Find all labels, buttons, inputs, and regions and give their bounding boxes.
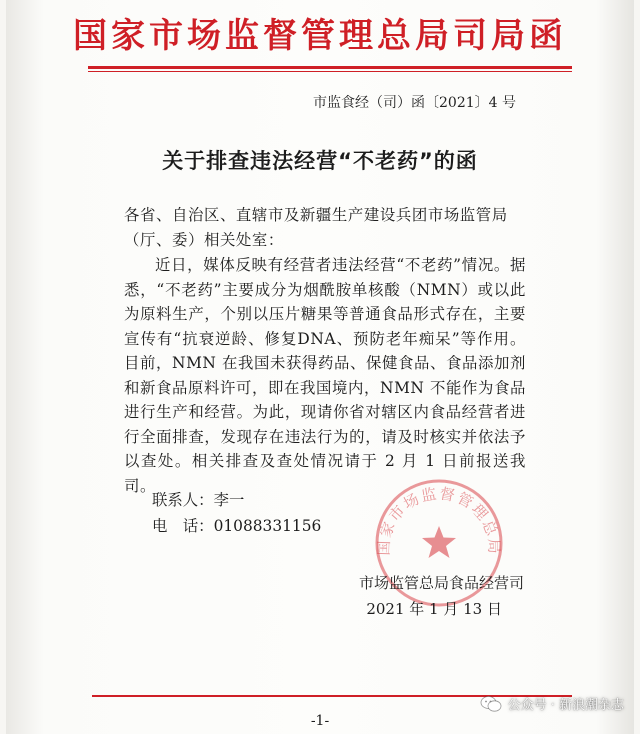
issuing-department: 市场监管总局食品经营司 xyxy=(358,574,524,592)
document-page xyxy=(6,0,634,734)
contact-person: 联系人：李一 xyxy=(152,491,245,509)
document-number: 市监食经（司）函〔2021〕4 号 xyxy=(313,95,516,111)
document-title: 关于排查违法经营“不老药”的函 xyxy=(162,149,478,173)
contact-phone: 电 话：01088331156 xyxy=(152,517,322,535)
seal-text: 国家市场监督管理总局 xyxy=(374,484,504,556)
watermark-text: 公众号 · 新浪潮杂志 xyxy=(507,698,624,713)
seal-star-icon xyxy=(422,526,456,558)
issue-date: 2021 年 1 月 13 日 xyxy=(366,600,502,618)
page-number: -1- xyxy=(310,713,330,729)
letterhead-rule-thin xyxy=(88,71,572,72)
letterhead-rule-thick xyxy=(88,66,572,69)
recipient-line: 各省、自治区、直辖市及新疆生产建设兵团市场监管局（厅、委）相关处室： xyxy=(124,206,508,249)
body-paragraph: 近日，媒体反映有经营者违法经营“不老药”情况。据悉，“不老药”主要成分为烟酰胺单核酸（NMN）或以此为原料生产，个别以压片糖果等普通食品形式存在，主要宣传有“抗衰逆龄、修复DNA、预防老年痴呆”等作用。目前，NMN 在我国未获得药品、保健食品、食品添加剂和新食品原料许可，即在我国境内，NMN 不能作为食品进行生产和经营。为此，现请你省对辖区内食品经营者进行全面排查，发现存在违法行为的，请及时核实并依法予以查处。相关排查及查处情况请于 2 月 1 日前报送我司。 xyxy=(124,256,526,495)
letterhead-title: 国家市场监督管理总局司局函 xyxy=(73,16,567,56)
watermark xyxy=(480,694,624,713)
wechat-icon xyxy=(480,695,502,713)
